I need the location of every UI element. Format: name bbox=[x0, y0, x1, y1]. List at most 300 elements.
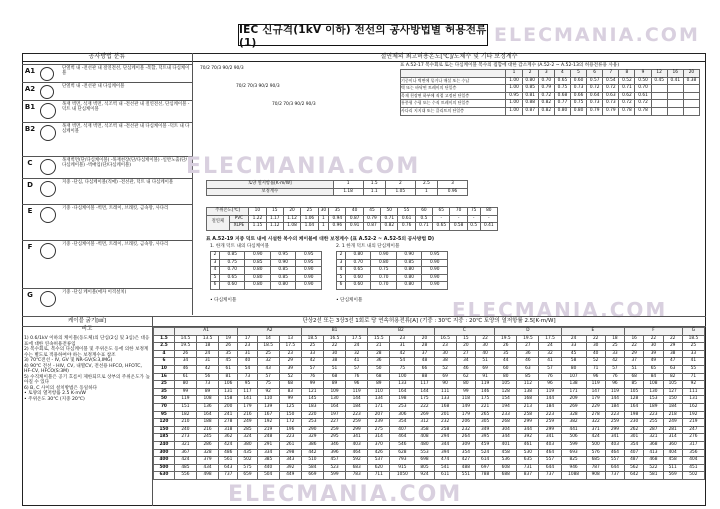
amp-col-header: E bbox=[561, 328, 624, 336]
group-cell: 0.50 bbox=[635, 77, 651, 85]
amp-cell: 189 bbox=[644, 403, 663, 411]
group-cell: 0.80 bbox=[522, 77, 538, 85]
group-header-cell: 4 bbox=[554, 70, 570, 78]
amp-size-cell: 630 bbox=[154, 472, 175, 480]
ground-cell: 0.80 bbox=[396, 274, 421, 282]
ground-count-cell: 6 bbox=[211, 282, 220, 290]
amp-cell: 144 bbox=[605, 396, 624, 404]
ground-count-cell: 3 bbox=[337, 259, 346, 267]
amp-cell: 232 bbox=[434, 419, 456, 427]
amp-cell: 253 bbox=[301, 419, 323, 427]
amp-cell: 197 bbox=[324, 411, 346, 419]
amp-cell: 164 bbox=[625, 403, 644, 411]
ground-singlecore-table bbox=[336, 251, 448, 290]
amp-cell: 117 bbox=[415, 381, 434, 389]
amp-cell: 504 bbox=[257, 472, 279, 480]
group-cell bbox=[667, 92, 683, 100]
amp-cell: 207 bbox=[368, 411, 390, 419]
install-row-code: A2 bbox=[24, 85, 36, 93]
amp-cell: 562 bbox=[625, 464, 644, 472]
amp-cell: 99 bbox=[279, 396, 301, 404]
amp-cell: 341 bbox=[346, 434, 368, 442]
amp-cell: 557 bbox=[539, 457, 561, 465]
temp-cell: 0.91 bbox=[346, 223, 363, 231]
ground-multicore-table bbox=[210, 251, 322, 290]
amp-cell: 50 bbox=[368, 365, 390, 373]
amp-cell: 551 bbox=[456, 472, 475, 480]
amp-cell: 96 bbox=[346, 381, 368, 389]
amp-cell: 299 bbox=[539, 426, 561, 434]
amp-cell: 370 bbox=[368, 441, 390, 449]
group-cell bbox=[683, 107, 699, 115]
amp-cell: 164 bbox=[324, 403, 346, 411]
amp-cell: 247 bbox=[682, 426, 704, 434]
amp-cell: 179 bbox=[456, 411, 475, 419]
amp-col-header: B2 bbox=[368, 328, 434, 336]
amp-cell: 31 bbox=[238, 350, 257, 358]
amp-cell: 81 bbox=[219, 373, 238, 381]
notes-title: 비고 bbox=[81, 326, 93, 332]
amp-cell: 392 bbox=[517, 434, 539, 442]
amp-cell: 73 bbox=[238, 373, 257, 381]
amp-size-cell: 240 bbox=[154, 441, 175, 449]
install-row-code: F bbox=[27, 243, 33, 251]
amp-cell: 92 bbox=[257, 388, 279, 396]
amp-cell: 344 bbox=[495, 434, 517, 442]
group-row-desc: 사다리 지지대 또는 클리트의 단일층 bbox=[401, 107, 506, 115]
table-row bbox=[154, 464, 705, 472]
amp-cell: 367 bbox=[174, 449, 196, 457]
amp-cell: 183 bbox=[301, 403, 323, 411]
soil-cell: 1 bbox=[333, 181, 363, 189]
amp-cell: 278 bbox=[219, 419, 238, 427]
ground-cell: 0.95 bbox=[422, 252, 448, 260]
amp-cell: 131 bbox=[682, 396, 704, 404]
amp-cell: 299 bbox=[517, 419, 539, 427]
ground-cell: 0.80 bbox=[346, 252, 371, 260]
amp-cell: 305 bbox=[475, 419, 494, 427]
ground-cell: 0.60 bbox=[346, 282, 371, 290]
amp-cell: 239 bbox=[368, 419, 390, 427]
amp-cell: 693 bbox=[561, 449, 586, 457]
amp-cell: 35 bbox=[495, 350, 517, 358]
amp-cell: 46 bbox=[174, 365, 196, 373]
amp-cell: 184 bbox=[539, 403, 561, 411]
install-row-divider bbox=[22, 178, 192, 179]
amp-cell: 403 bbox=[346, 441, 368, 449]
amp-cell: 96 bbox=[605, 381, 624, 389]
amp-cell: 33 bbox=[682, 350, 704, 358]
group-cell bbox=[651, 107, 667, 115]
amp-cell: 464 bbox=[390, 434, 415, 442]
amp-cell: 38 bbox=[434, 358, 456, 366]
amp-cell: 22 bbox=[644, 335, 663, 343]
install-row-desc: 기중 -단심케이블 -벽면, 트레이, 브래킷, 금속망, 사다리 bbox=[62, 242, 169, 247]
ground-cell: 0.90 bbox=[371, 252, 396, 260]
amp-col-header: D bbox=[495, 328, 561, 336]
amp-cell: 825 bbox=[561, 457, 586, 465]
table-row bbox=[337, 274, 448, 282]
amp-cell: 209 bbox=[561, 396, 586, 404]
amp-cell: 24 bbox=[197, 350, 219, 358]
ground-cell: 0.90 bbox=[296, 282, 322, 290]
amp-cell: 536 bbox=[495, 457, 517, 465]
watermark-bottom: ELECMANIA.COM bbox=[228, 482, 463, 507]
amp-cell: 112 bbox=[517, 381, 539, 389]
amp-cell: 264 bbox=[456, 434, 475, 442]
amp-cell: 54 bbox=[238, 365, 257, 373]
amp-cell: 737 bbox=[539, 472, 561, 480]
install-method-icon bbox=[40, 159, 56, 175]
table-row bbox=[154, 396, 705, 404]
group-cell bbox=[667, 85, 683, 93]
amp-cell: 33 bbox=[301, 350, 323, 358]
amp-cell: 26 bbox=[495, 343, 517, 351]
group-cell: 0.85 bbox=[522, 85, 538, 93]
amp-cell: 295 bbox=[324, 434, 346, 442]
group-cell: 0.60 bbox=[570, 77, 586, 85]
amp-cell: 344 bbox=[517, 426, 539, 434]
watermark-middle-2: ELECMANIA.COM bbox=[452, 298, 668, 322]
amp-cell: 25 bbox=[257, 350, 279, 358]
amp-cell: 52 bbox=[279, 373, 301, 381]
amp-cell: 111 bbox=[434, 388, 456, 396]
temp-cell: 0.87 bbox=[363, 223, 380, 231]
group-row-desc: 통풍형 수평 또는 수직 트레이의 단일층 bbox=[401, 100, 506, 108]
amp-cell: 522 bbox=[644, 464, 663, 472]
temp-cell: 80 bbox=[480, 208, 497, 216]
amp-cell: 407 bbox=[625, 449, 644, 457]
amp-cell: 42 bbox=[605, 358, 624, 366]
install-row-divider bbox=[22, 240, 192, 241]
amp-cell: 30 bbox=[434, 350, 456, 358]
ground-cell: 0.95 bbox=[296, 259, 322, 267]
temp-cell: 0.96 bbox=[329, 223, 346, 231]
group-cell: 0.64 bbox=[587, 92, 603, 100]
install-row-values: 70/2 70/3 90/2 90/3 bbox=[200, 66, 244, 71]
amp-cell: 158 bbox=[219, 396, 238, 404]
install-row-values: 70/2 70/3 90/2 90/3 bbox=[272, 102, 316, 107]
amp-cell: 61 bbox=[219, 365, 238, 373]
amp-cell: 17.5 bbox=[346, 335, 368, 343]
group-cell bbox=[651, 92, 667, 100]
amp-cell: 21 bbox=[368, 343, 390, 351]
ground-cell: 0.90 bbox=[422, 267, 448, 275]
amp-cell: 167 bbox=[257, 411, 279, 419]
ground-cell: 0.70 bbox=[346, 259, 371, 267]
temp-cell: 0.61 bbox=[398, 215, 415, 223]
amp-cell: 502 bbox=[238, 457, 257, 465]
install-row-code: A1 bbox=[24, 67, 36, 75]
group-header-cell: 9 bbox=[635, 70, 651, 78]
temp-cell: 0.79 bbox=[363, 215, 380, 223]
amp-cell: 379 bbox=[197, 457, 219, 465]
amp-cell: 276 bbox=[682, 434, 704, 442]
ground-cell: 0.60 bbox=[220, 282, 245, 290]
amp-cell: 413 bbox=[644, 449, 663, 457]
amp-cell: 644 bbox=[605, 464, 624, 472]
amp-cell: 171 bbox=[561, 388, 586, 396]
amp-cell: 403 bbox=[605, 441, 624, 449]
temp-cell: 30 bbox=[318, 208, 329, 216]
amp-cell: 24 bbox=[539, 343, 561, 351]
amp-cell: 55 bbox=[682, 365, 704, 373]
amp-cell: 805 bbox=[415, 464, 434, 472]
amp-cell: 644 bbox=[539, 464, 561, 472]
temp-cell: 0.5 bbox=[467, 223, 480, 231]
ground-cell: 0.80 bbox=[396, 267, 421, 275]
amp-size-cell: 70 bbox=[154, 403, 175, 411]
amp-cell: 182 bbox=[174, 411, 196, 419]
amp-cell: 908 bbox=[586, 472, 605, 480]
amp-cell: 233 bbox=[495, 411, 517, 419]
ground-right-title: 2. 1 한개 덕트 내의 단심케이블 bbox=[336, 244, 400, 249]
temp-cell: 60 bbox=[415, 208, 432, 216]
amp-cell: 683 bbox=[346, 464, 368, 472]
amp-cell: 354 bbox=[625, 441, 644, 449]
table-row bbox=[154, 335, 705, 343]
soil-cell: 1 bbox=[415, 188, 437, 196]
amp-cell: 68 bbox=[279, 381, 301, 389]
amp-cell: 51 bbox=[324, 365, 346, 373]
amp-cell: 119 bbox=[475, 381, 494, 389]
amp-cell: 314 bbox=[368, 434, 390, 442]
amp-cell: 133 bbox=[390, 381, 415, 389]
amp-cell: 18.5 bbox=[301, 335, 323, 343]
amp-cell: 80 bbox=[495, 373, 517, 381]
temp-cell: 1.12 bbox=[283, 215, 300, 223]
amp-cell: 561 bbox=[219, 457, 238, 465]
amp-cell: 287 bbox=[644, 426, 663, 434]
amp-cell: 468 bbox=[644, 457, 663, 465]
group-cell: 0.80 bbox=[570, 107, 586, 115]
amp-size-cell: 120 bbox=[154, 419, 175, 427]
ground-cell: 0.70 bbox=[220, 267, 245, 275]
soil-label: 토양 열저항률[K·m/W] bbox=[207, 181, 334, 189]
temp-cell: 15 bbox=[266, 208, 283, 216]
temp-cell: 75 bbox=[467, 208, 480, 216]
group-cell: 1.00 bbox=[506, 77, 522, 85]
amp-cell: 537 bbox=[368, 457, 390, 465]
group-cell: 0.82 bbox=[538, 107, 554, 115]
amp-cell: 19.5 bbox=[495, 335, 517, 343]
amp-cell: 219 bbox=[682, 419, 704, 427]
amp-cell: 441 bbox=[561, 426, 586, 434]
group-cell: 0.66 bbox=[570, 92, 586, 100]
amp-cell: 198 bbox=[625, 411, 644, 419]
amp-cell: 223 bbox=[644, 411, 663, 419]
amp-cell: 196 bbox=[279, 426, 301, 434]
amp-cell: 28 bbox=[415, 343, 434, 351]
table-row bbox=[211, 252, 322, 260]
ground-cell: 0.85 bbox=[270, 274, 295, 282]
group-header-cell: 16 bbox=[667, 70, 683, 78]
group-cell: 0.73 bbox=[570, 85, 586, 93]
amp-cell: 145 bbox=[301, 396, 323, 404]
group-row-desc: 벽 또는 바닥면 트레이의 단일층 bbox=[401, 85, 506, 93]
group-cell: 0.38 bbox=[683, 77, 699, 85]
ground-cell: 0.65 bbox=[346, 267, 371, 275]
amp-cell: 141 bbox=[238, 396, 257, 404]
group-cell: 0.57 bbox=[587, 77, 603, 85]
ground-count-cell: 3 bbox=[211, 259, 220, 267]
amp-cell: 688 bbox=[495, 472, 517, 480]
install-method-icon bbox=[40, 291, 56, 307]
ground-cell: 0.80 bbox=[245, 274, 270, 282]
note-item: 3) 70℃전선 - IV, GV 및 NR-GV(S:3,IMG) bbox=[24, 358, 113, 363]
install-row-values: 70/2 70/3 90/2 90/3 bbox=[236, 84, 280, 89]
amp-cell: 392 bbox=[279, 464, 301, 472]
table-row bbox=[154, 434, 705, 442]
amp-cell: 265 bbox=[475, 411, 494, 419]
amp-cell: 249 bbox=[663, 419, 682, 427]
group-cell bbox=[683, 85, 699, 93]
amp-cell: 117 bbox=[238, 388, 257, 396]
amp-cell: 15.5 bbox=[368, 335, 390, 343]
group-cell: 0.75 bbox=[570, 100, 586, 108]
group-header-cell: 8 bbox=[619, 70, 635, 78]
amp-cell: 89 bbox=[324, 381, 346, 389]
amp-cell: 151 bbox=[174, 403, 196, 411]
amp-cell: 19 bbox=[219, 335, 238, 343]
amp-cell: 24 bbox=[561, 335, 586, 343]
group-cell: 0.75 bbox=[554, 85, 570, 93]
amp-cell: 474 bbox=[434, 457, 456, 465]
amp-cell: 13.5 bbox=[197, 335, 219, 343]
group-cell: 0.95 bbox=[506, 92, 522, 100]
amp-cell: 424 bbox=[586, 434, 605, 442]
amp-cell: 95 bbox=[238, 381, 257, 389]
amp-cell: 258 bbox=[434, 426, 456, 434]
amp-cell: 249 bbox=[238, 419, 257, 427]
amp-cell: 635 bbox=[517, 457, 539, 465]
note-item: 4) 90℃ 전선 - HIV, CV, 내열CV, 전선용 HFCO, HFOTC, HF-CV, HFCO(S:3M) bbox=[24, 363, 142, 374]
group-cell: 0.73 bbox=[587, 100, 603, 108]
amp-cell: 17.5 bbox=[539, 335, 561, 343]
amp-cell: 52 bbox=[586, 358, 605, 366]
amp-cell: 17.5 bbox=[279, 343, 301, 351]
amp-cell: 946 bbox=[561, 464, 586, 472]
amp-cell: 41 bbox=[682, 358, 704, 366]
temp-cell: - bbox=[467, 215, 480, 223]
group-cell bbox=[667, 107, 683, 115]
temp-cell: 1.06 bbox=[301, 215, 318, 223]
soil-cell: 1.1 bbox=[363, 188, 385, 196]
amp-cell: 424 bbox=[174, 457, 196, 465]
amp-cell: 1088 bbox=[561, 472, 586, 480]
amp-cell: 449 bbox=[279, 472, 301, 480]
amp-cell: 395 bbox=[475, 434, 494, 442]
amp-cell: 96 bbox=[586, 373, 605, 381]
amp-cell: 523 bbox=[324, 464, 346, 472]
amp-cell: 63 bbox=[517, 365, 539, 373]
install-method-icon bbox=[40, 103, 56, 119]
temp-cell: - bbox=[433, 215, 450, 223]
amp-cell: 301 bbox=[625, 434, 644, 442]
note-item: • 토양의 열저항률 2.5 K·m/W bbox=[24, 391, 86, 396]
watermark-middle: ELECMANIA.COM bbox=[186, 154, 421, 179]
amp-cell: 153 bbox=[644, 396, 663, 404]
amp-cell: 403 bbox=[539, 441, 561, 449]
ground-cell: 0.90 bbox=[422, 274, 448, 282]
install-row-desc: 단열벽 내 -전선관 내 절연전선, 단심케이블 -복합, 덕트내 다심케이블 bbox=[62, 66, 190, 77]
group-cell: 0.78 bbox=[635, 107, 651, 115]
group-cell bbox=[683, 100, 699, 108]
amp-cell: 25 bbox=[682, 343, 704, 351]
ground-count-cell: 4 bbox=[211, 267, 220, 275]
amp-cell: 52 bbox=[434, 365, 456, 373]
ground-cell: 0.95 bbox=[296, 252, 322, 260]
amp-cell: 30 bbox=[644, 343, 663, 351]
amp-cell: 118 bbox=[456, 396, 475, 404]
amp-cell: 404 bbox=[663, 449, 682, 457]
amp-cell: 218 bbox=[663, 411, 682, 419]
amp-cell: 22 bbox=[586, 335, 605, 343]
page-title: IEC 신규격(1kV 이하) 전선의 공사방법별 허용전류(1) bbox=[239, 23, 487, 49]
group-cell: 0.68 bbox=[554, 92, 570, 100]
amp-cell: 592 bbox=[346, 457, 368, 465]
amp-cell: 41 bbox=[346, 358, 368, 366]
amp-cell: 56 bbox=[197, 373, 219, 381]
amp-cell: 321 bbox=[644, 434, 663, 442]
table-row bbox=[154, 411, 705, 419]
ground-cell: 0.65 bbox=[220, 274, 245, 282]
amp-size-cell: 500 bbox=[154, 464, 175, 472]
amp-cell: 91 bbox=[475, 373, 494, 381]
amp-cell: 396 bbox=[324, 449, 346, 457]
amp-cell: 27 bbox=[456, 350, 475, 358]
ambient-temp-table bbox=[206, 207, 498, 231]
ground-foot-left: • 다심케이블 bbox=[210, 298, 237, 303]
amp-cell: 401 bbox=[495, 441, 517, 449]
amp-cell: 14 bbox=[257, 335, 279, 343]
amp-cell: 29 bbox=[625, 350, 644, 358]
ground-count-cell: 6 bbox=[337, 282, 346, 290]
amp-cell: 18 bbox=[197, 343, 219, 351]
table-row bbox=[154, 403, 705, 411]
ground-cell: 0.85 bbox=[220, 252, 245, 260]
amp-cell: 38 bbox=[324, 358, 346, 366]
amp-cell: 480 bbox=[415, 441, 434, 449]
table-row bbox=[154, 358, 705, 366]
group-cell: 0.72 bbox=[538, 92, 554, 100]
group-cell: 0.41 bbox=[667, 77, 683, 85]
note-item: • 주위온도 30℃ (지중 20℃) bbox=[24, 396, 85, 402]
amp-cell: 223 bbox=[539, 411, 561, 419]
amp-cell: 89 bbox=[197, 388, 219, 396]
amp-cell: 175 bbox=[415, 396, 434, 404]
amp-cell: 133 bbox=[434, 396, 456, 404]
group-cell bbox=[667, 100, 683, 108]
group-header-cell: 20 bbox=[683, 70, 699, 78]
amp-cell: 576 bbox=[586, 449, 605, 457]
amp-cell: 546 bbox=[390, 441, 415, 449]
amp-cell: 787 bbox=[586, 464, 605, 472]
note-item: 1) 0.6/1kV 이하의 케이블(동도체)의 단심(2심 및 3심)은 대응표에 대한 연속허용전류임 bbox=[24, 336, 150, 347]
table-row bbox=[337, 259, 448, 267]
amp-cell: 23 bbox=[238, 343, 257, 351]
amp-cell: 36 bbox=[368, 358, 390, 366]
amp-cell: 47 bbox=[663, 358, 682, 366]
amp-cell: 259 bbox=[324, 426, 346, 434]
group-cell bbox=[651, 85, 667, 93]
ground-cell: 0.75 bbox=[371, 267, 396, 275]
amp-cell: 737 bbox=[219, 472, 238, 480]
amp-cell: 32 bbox=[539, 350, 561, 358]
amp-cell: 105 bbox=[495, 381, 517, 389]
amp-cell: 291 bbox=[257, 441, 279, 449]
amp-cell: 382 bbox=[561, 419, 586, 427]
